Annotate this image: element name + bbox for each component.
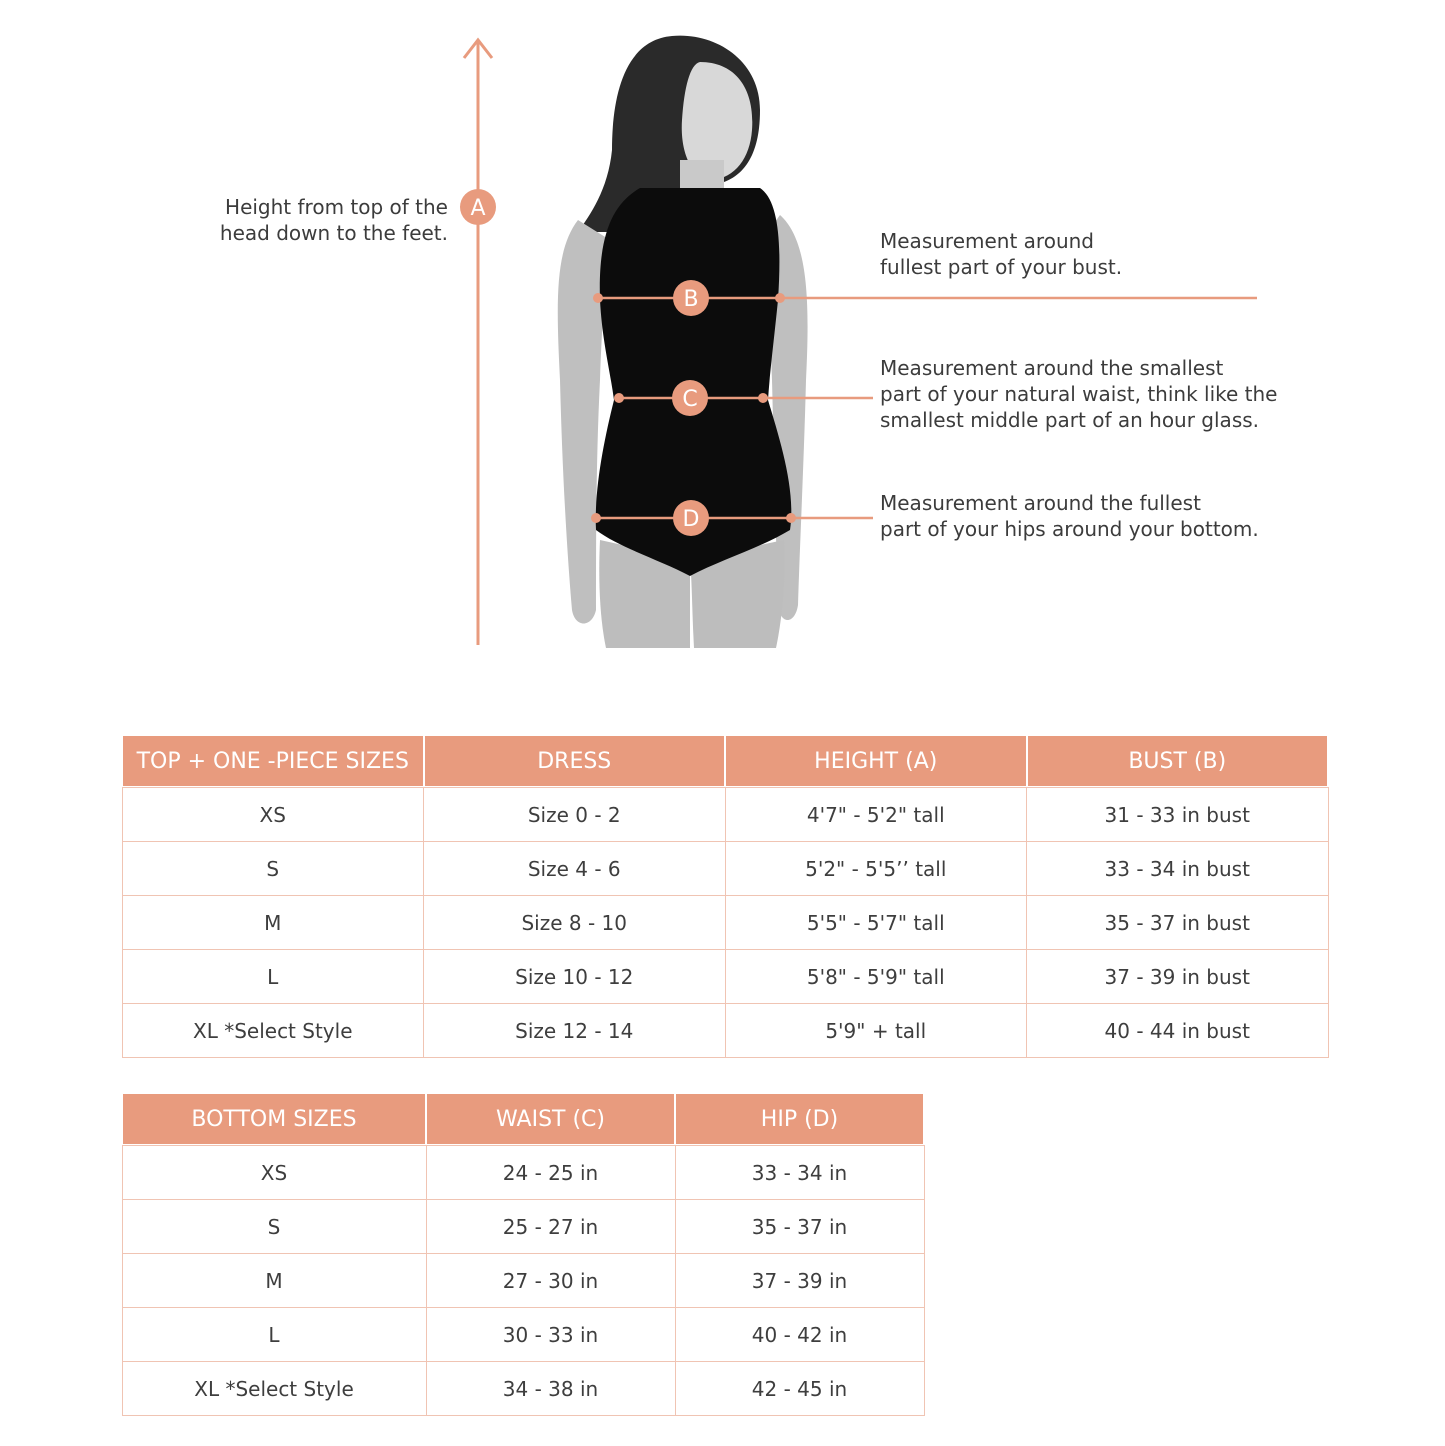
waist-note: Measurement around the smallest part of your natural waist, think like the smallest middle part of an hour glass. [880,356,1278,432]
bottom-size-table [121,1094,925,1416]
column-header: HEIGHT (A) [725,736,1027,786]
table-row [122,1004,1328,1058]
column-header: BUST (B) [1027,736,1329,786]
table-cell: XS [122,1146,426,1200]
bust-left-dot [593,293,603,303]
table-cell: L [122,950,424,1004]
table-cell: M [122,896,424,950]
height-note: Height from top of the head down to the feet. [219,195,448,245]
table-cell: 40 - 42 in [675,1308,924,1362]
waist-left-dot [614,393,624,403]
column-header: HIP (D) [675,1094,924,1144]
waist-right-dot [758,393,768,403]
table-header-row [122,736,1328,786]
table-cell: XL *Select Style [122,1004,424,1058]
table-cell: Size 12 - 14 [424,1004,726,1058]
table-cell: 35 - 37 in [675,1200,924,1254]
table-cell: 34 - 38 in [426,1362,675,1416]
table-cell: 27 - 30 in [426,1254,675,1308]
column-header: WAIST (C) [426,1094,675,1144]
table-cell: XS [122,788,424,842]
measurement-diagram [0,0,1445,700]
table-row [122,788,1328,842]
table-cell: 31 - 33 in bust [1027,788,1329,842]
table-row [122,896,1328,950]
marker-c [672,380,708,416]
table-cell: 25 - 27 in [426,1200,675,1254]
bust-right-dot [775,293,785,303]
hip-right-dot [786,513,796,523]
table-cell: Size 10 - 12 [424,950,726,1004]
table-cell: 35 - 37 in bust [1027,896,1329,950]
figure-illustration [0,0,1445,700]
svg-text:C: C [682,387,698,412]
marker-d [673,500,709,536]
table-row [122,842,1328,896]
table-cell: S [122,1200,426,1254]
svg-text:B: B [683,287,699,312]
top-size-table [121,736,1329,1058]
svg-text:A: A [470,196,486,221]
table-cell: 33 - 34 in bust [1027,842,1329,896]
table-cell: 5'9" + tall [725,1004,1027,1058]
table-row [122,1362,924,1416]
hip-note: Measurement around the fullest part of your hips around your bottom. [880,491,1259,541]
table-cell: 42 - 45 in [675,1362,924,1416]
table-row [122,950,1328,1004]
column-header: BOTTOM SIZES [122,1094,426,1144]
table-cell: 5'8" - 5'9" tall [725,950,1027,1004]
table-cell: 37 - 39 in [675,1254,924,1308]
svg-text:D: D [682,507,700,532]
table-cell: 40 - 44 in bust [1027,1004,1329,1058]
marker-b [673,280,709,316]
column-header: DRESS [424,736,726,786]
table-cell: 4'7" - 5'2" tall [725,788,1027,842]
table-cell: Size 8 - 10 [424,896,726,950]
table-cell: L [122,1308,426,1362]
marker-a [460,189,496,225]
table-cell: Size 4 - 6 [424,842,726,896]
table-row [122,1200,924,1254]
table-cell: 37 - 39 in bust [1027,950,1329,1004]
table-cell: S [122,842,424,896]
table-header-row [122,1094,924,1144]
table-cell: 30 - 33 in [426,1308,675,1362]
bust-note: Measurement around fullest part of your bust. [880,229,1123,279]
table-cell: M [122,1254,426,1308]
table-cell: 5'2" - 5'5’’ tall [725,842,1027,896]
model-silhouette [558,36,808,648]
table-cell: 24 - 25 in [426,1146,675,1200]
table-row [122,1146,924,1200]
table-cell: 33 - 34 in [675,1146,924,1200]
column-header: TOP + ONE -PIECE SIZES [122,736,424,786]
table-cell: Size 0 - 2 [424,788,726,842]
table-cell: 5'5" - 5'7" tall [725,896,1027,950]
table-cell: XL *Select Style [122,1362,426,1416]
table-row [122,1308,924,1362]
hip-left-dot [591,513,601,523]
table-row [122,1254,924,1308]
